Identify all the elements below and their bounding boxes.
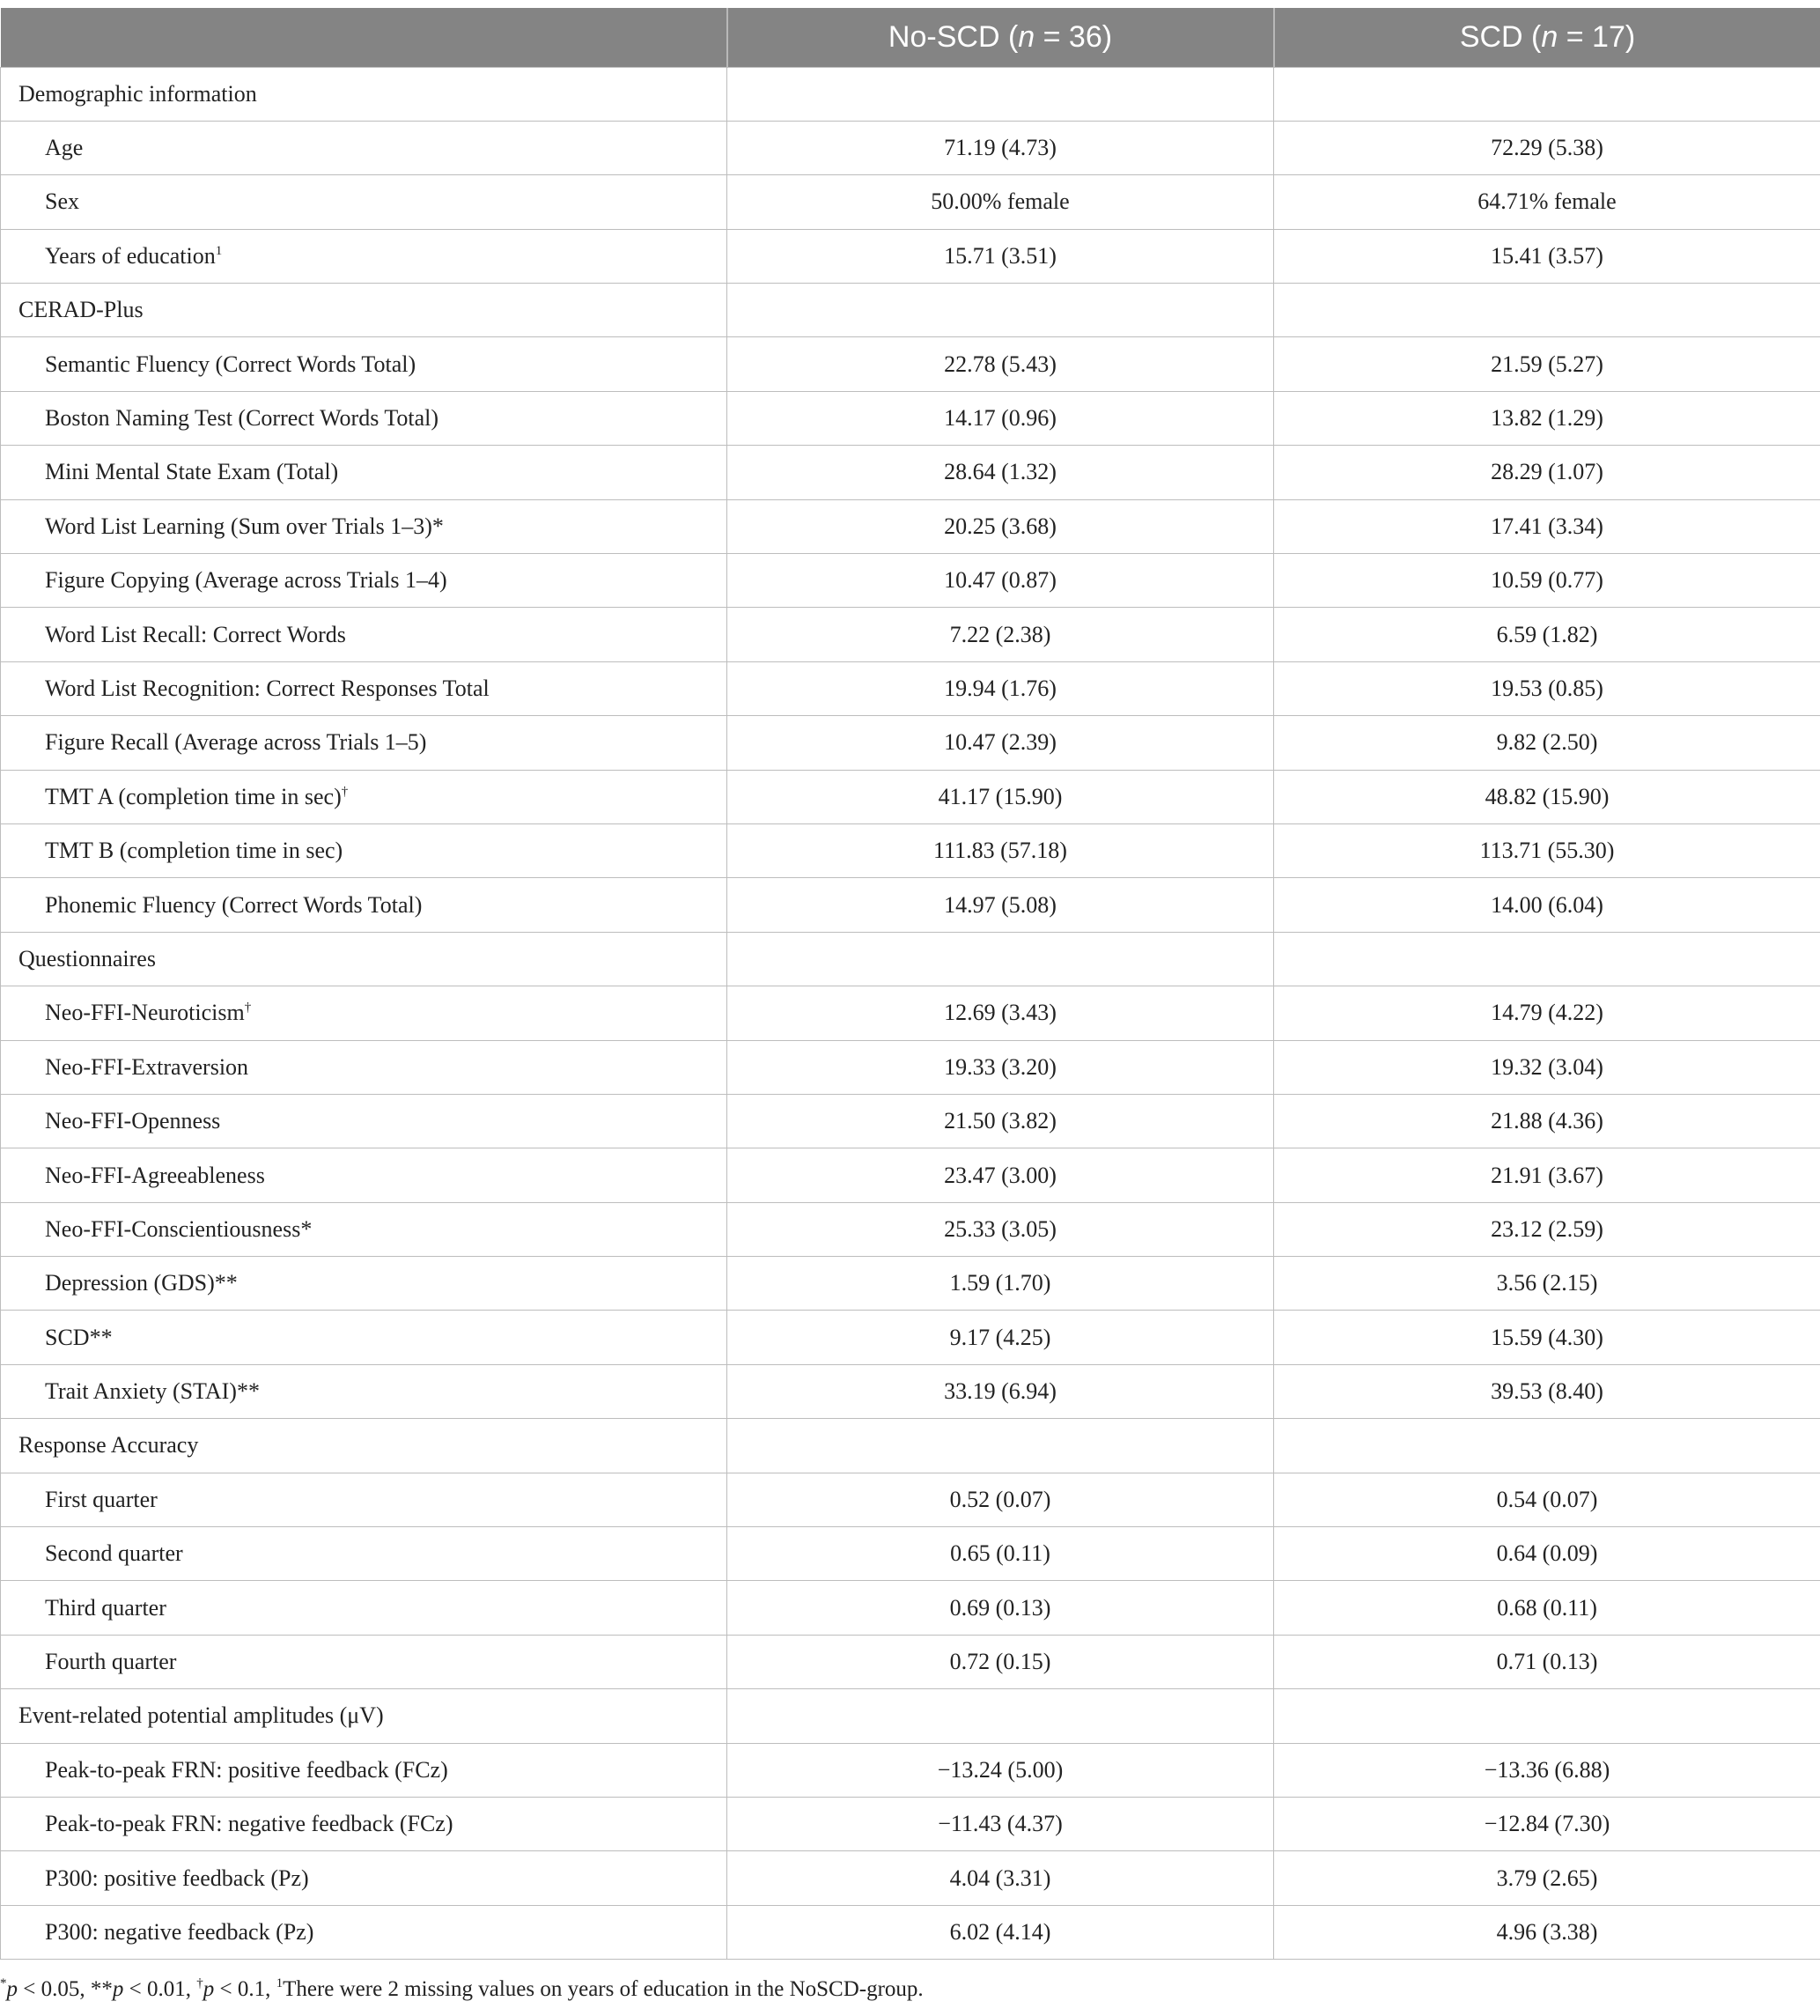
scd-value: 10.59 (0.77) [1274, 554, 1820, 608]
table-row [1, 1148, 1820, 1202]
section-label-cell [1, 284, 727, 337]
footnote-text: < 0.01, [123, 1977, 197, 2001]
footnote-p: p [112, 1977, 124, 2001]
table-row [1, 446, 1820, 499]
no-scd-value: 71.19 (4.73) [727, 121, 1274, 174]
section-label-cell [1, 1689, 727, 1743]
scd-value [1274, 284, 1820, 337]
variable-cell [1, 1040, 727, 1094]
variable-footnote-marker: † [244, 1001, 252, 1015]
no-scd-value: 6.02 (4.14) [727, 1905, 1274, 1959]
footnote-one: 1 [276, 1976, 284, 1990]
table-row [1, 1905, 1820, 1959]
variable-label: Neo-FFI-Openness [45, 1108, 221, 1134]
variable-cell [1, 1311, 727, 1364]
section-row [1, 1419, 1820, 1473]
no-scd-value [727, 1689, 1274, 1743]
scd-value: 4.96 (3.38) [1274, 1905, 1820, 1959]
footnote-p: p [203, 1977, 215, 2001]
variable-cell [1, 1257, 727, 1311]
no-scd-value: 21.50 (3.82) [727, 1094, 1274, 1148]
no-scd-value: −11.43 (4.37) [727, 1798, 1274, 1851]
header-no-scd-n: n [1018, 19, 1035, 54]
table-row [1, 608, 1820, 661]
variable-cell [1, 499, 727, 553]
variable-label: Second quarter [45, 1540, 183, 1567]
variable-cell [1, 1094, 727, 1148]
header-scd [1274, 8, 1820, 67]
variable-label: TMT A (completion time in sec) [45, 783, 342, 809]
no-scd-value [727, 67, 1274, 121]
scd-value: 28.29 (1.07) [1274, 446, 1820, 499]
variable-cell [1, 121, 727, 174]
table-row [1, 499, 1820, 553]
no-scd-value: 15.71 (3.51) [727, 229, 1274, 283]
scd-value: 0.68 (0.11) [1274, 1581, 1820, 1635]
variable-cell [1, 1364, 727, 1418]
table-row [1, 1798, 1820, 1851]
no-scd-value: 33.19 (6.94) [727, 1364, 1274, 1418]
variable-cell [1, 1743, 727, 1797]
table-row [1, 1040, 1820, 1094]
variable-cell [1, 1581, 727, 1635]
header-no-scd-pre: No-SCD ( [888, 19, 1019, 54]
scd-value: 3.79 (2.65) [1274, 1851, 1820, 1905]
table-row [1, 1364, 1820, 1418]
variable-cell [1, 1635, 727, 1688]
no-scd-value: 0.52 (0.07) [727, 1473, 1274, 1526]
variable-cell [1, 1202, 727, 1256]
variable-label: Mini Mental State Exam (Total) [45, 459, 339, 485]
scd-value: 19.53 (0.85) [1274, 661, 1820, 715]
scd-value: 13.82 (1.29) [1274, 391, 1820, 445]
table-row [1, 121, 1820, 174]
scd-value: 23.12 (2.59) [1274, 1202, 1820, 1256]
table-row [1, 391, 1820, 445]
no-scd-value: 28.64 (1.32) [727, 446, 1274, 499]
no-scd-value: 22.78 (5.43) [727, 337, 1274, 391]
variable-cell [1, 446, 727, 499]
footnote-asterisk: * [0, 1976, 7, 1990]
no-scd-value: 14.17 (0.96) [727, 391, 1274, 445]
no-scd-value [727, 932, 1274, 986]
scd-value [1274, 932, 1820, 986]
scd-value: 21.88 (4.36) [1274, 1094, 1820, 1148]
section-row [1, 1689, 1820, 1743]
scd-value: 6.59 (1.82) [1274, 608, 1820, 661]
variable-cell [1, 1905, 727, 1959]
table-row [1, 716, 1820, 770]
table-row [1, 1635, 1820, 1688]
variable-label: Figure Recall (Average across Trials 1–5) [45, 729, 427, 756]
variable-cell [1, 1798, 727, 1851]
table-row [1, 661, 1820, 715]
no-scd-value: 0.69 (0.13) [727, 1581, 1274, 1635]
table-row [1, 175, 1820, 229]
section-label: Demographic information [18, 80, 257, 107]
scd-value: 0.64 (0.09) [1274, 1527, 1820, 1581]
section-row [1, 284, 1820, 337]
no-scd-value: 14.97 (5.08) [727, 878, 1274, 932]
header-scd-pre: SCD ( [1459, 19, 1542, 54]
table-row [1, 986, 1820, 1040]
section-label: Event-related potential amplitudes (μV) [18, 1702, 384, 1729]
variable-label: Trait Anxiety (STAI)** [45, 1378, 260, 1405]
scd-value: 48.82 (15.90) [1274, 770, 1820, 823]
variable-label: Fourth quarter [45, 1649, 177, 1675]
variable-label: Sex [45, 188, 79, 215]
scd-value: 72.29 (5.38) [1274, 121, 1820, 174]
variable-label: P300: positive feedback (Pz) [45, 1865, 309, 1891]
header-no-scd [727, 8, 1274, 67]
no-scd-value: 0.65 (0.11) [727, 1527, 1274, 1581]
variable-label: Neo-FFI-Extraversion [45, 1053, 249, 1080]
variable-cell [1, 391, 727, 445]
no-scd-value: 1.59 (1.70) [727, 1257, 1274, 1311]
table-row [1, 1311, 1820, 1364]
scd-value [1274, 67, 1820, 121]
variable-label: Third quarter [45, 1594, 166, 1621]
header-scd-post: = 17) [1558, 19, 1636, 54]
scd-value [1274, 1419, 1820, 1473]
scd-value: 21.91 (3.67) [1274, 1148, 1820, 1202]
no-scd-value: 7.22 (2.38) [727, 608, 1274, 661]
variable-label: Age [45, 135, 84, 161]
no-scd-value [727, 1419, 1274, 1473]
table-row [1, 554, 1820, 608]
variable-label: Boston Naming Test (Correct Words Total) [45, 405, 439, 432]
no-scd-value: 10.47 (0.87) [727, 554, 1274, 608]
section-label-cell [1, 1419, 727, 1473]
variable-label: Semantic Fluency (Correct Words Total) [45, 351, 416, 377]
variable-cell [1, 716, 727, 770]
variable-cell [1, 1527, 727, 1581]
scd-value: 64.71% female [1274, 175, 1820, 229]
variable-label: Peak-to-peak FRN: positive feedback (FCz) [45, 1756, 448, 1783]
table-row [1, 1527, 1820, 1581]
section-label: CERAD-Plus [18, 297, 144, 323]
no-scd-value: 111.83 (57.18) [727, 823, 1274, 877]
table-row [1, 823, 1820, 877]
table-body [1, 67, 1820, 1960]
variable-cell [1, 878, 727, 932]
table-row [1, 337, 1820, 391]
variable-cell [1, 661, 727, 715]
table-header [1, 8, 1820, 67]
variable-cell [1, 175, 727, 229]
table-row [1, 1257, 1820, 1311]
no-scd-value: 50.00% female [727, 175, 1274, 229]
scd-value: 0.71 (0.13) [1274, 1635, 1820, 1688]
variable-label: Depression (GDS)** [45, 1270, 238, 1296]
scd-value: 15.59 (4.30) [1274, 1311, 1820, 1364]
scd-value: −12.84 (7.30) [1274, 1798, 1820, 1851]
no-scd-value: 23.47 (3.00) [727, 1148, 1274, 1202]
footnote-dagger: † [196, 1976, 203, 1990]
scd-value: −13.36 (6.88) [1274, 1743, 1820, 1797]
variable-label: Figure Copying (Average across Trials 1–4) [45, 567, 447, 594]
no-scd-value: 12.69 (3.43) [727, 986, 1274, 1040]
no-scd-value: 41.17 (15.90) [727, 770, 1274, 823]
scd-value: 21.59 (5.27) [1274, 337, 1820, 391]
no-scd-value: 4.04 (3.31) [727, 1851, 1274, 1905]
variable-label: SCD** [45, 1324, 113, 1350]
variable-label: Phonemic Fluency (Correct Words Total) [45, 891, 423, 918]
no-scd-value: −13.24 (5.00) [727, 1743, 1274, 1797]
variable-footnote-marker: † [341, 784, 349, 799]
section-label: Questionnaires [18, 945, 156, 971]
scd-value: 14.00 (6.04) [1274, 878, 1820, 932]
descriptive-statistics-table [0, 8, 1820, 1960]
variable-footnote-marker: 1 [215, 243, 223, 258]
scd-value: 14.79 (4.22) [1274, 986, 1820, 1040]
no-scd-value: 19.94 (1.76) [727, 661, 1274, 715]
footnote-p: p [6, 1977, 18, 2001]
data-table-container [0, 8, 1820, 1960]
variable-cell [1, 986, 727, 1040]
variable-label: Word List Recall: Correct Words [45, 621, 346, 647]
table-row [1, 878, 1820, 932]
variable-cell [1, 608, 727, 661]
table-row [1, 1581, 1820, 1635]
variable-label: Word List Learning (Sum over Trials 1–3)* [45, 513, 444, 539]
variable-label: P300: negative feedback (Pz) [45, 1918, 314, 1945]
no-scd-value: 10.47 (2.39) [727, 716, 1274, 770]
variable-label: Neo-FFI-Agreeableness [45, 1162, 265, 1188]
scd-value [1274, 1689, 1820, 1743]
table-row [1, 229, 1820, 283]
variable-label: TMT B (completion time in sec) [45, 838, 343, 864]
variable-cell [1, 337, 727, 391]
scd-value: 19.32 (3.04) [1274, 1040, 1820, 1094]
scd-value: 113.71 (55.30) [1274, 823, 1820, 877]
variable-cell [1, 229, 727, 283]
variable-label: Word List Recognition: Correct Responses Total [45, 675, 490, 701]
section-label-cell [1, 67, 727, 121]
variable-cell [1, 823, 727, 877]
section-label: Response Accuracy [18, 1432, 199, 1458]
no-scd-value: 25.33 (3.05) [727, 1202, 1274, 1256]
table-row [1, 1851, 1820, 1905]
scd-value: 15.41 (3.57) [1274, 229, 1820, 283]
no-scd-value: 20.25 (3.68) [727, 499, 1274, 553]
table-row [1, 1743, 1820, 1797]
section-row [1, 932, 1820, 986]
no-scd-value [727, 284, 1274, 337]
no-scd-value: 9.17 (4.25) [727, 1311, 1274, 1364]
table-row [1, 1202, 1820, 1256]
header-row [1, 8, 1820, 67]
variable-label: Neo-FFI-Neuroticism [45, 1000, 245, 1026]
scd-value: 0.54 (0.07) [1274, 1473, 1820, 1526]
section-label-cell [1, 932, 727, 986]
footnote-text: < 0.1, [214, 1977, 276, 2001]
table-footnote [0, 1977, 924, 2002]
scd-value: 39.53 (8.40) [1274, 1364, 1820, 1418]
header-scd-n: n [1541, 19, 1558, 54]
table-row [1, 1094, 1820, 1148]
variable-cell [1, 770, 727, 823]
variable-label: Neo-FFI-Conscientiousness* [45, 1215, 313, 1242]
variable-cell [1, 1851, 727, 1905]
variable-cell [1, 1148, 727, 1202]
footnote-text: There were 2 missing values on years of education in the NoSCD-group. [283, 1977, 924, 2001]
table-row [1, 1473, 1820, 1526]
variable-label: Years of education [45, 242, 216, 269]
header-no-scd-post: = 36) [1035, 19, 1113, 54]
footnote-text: < 0.05, ** [18, 1977, 113, 2001]
header-variable [1, 8, 727, 67]
scd-value: 9.82 (2.50) [1274, 716, 1820, 770]
section-row [1, 67, 1820, 121]
no-scd-value: 0.72 (0.15) [727, 1635, 1274, 1688]
variable-cell [1, 1473, 727, 1526]
variable-cell [1, 554, 727, 608]
table-row [1, 770, 1820, 823]
variable-label: First quarter [45, 1486, 158, 1512]
variable-label: Peak-to-peak FRN: negative feedback (FCz) [45, 1811, 453, 1837]
scd-value: 17.41 (3.34) [1274, 499, 1820, 553]
no-scd-value: 19.33 (3.20) [727, 1040, 1274, 1094]
scd-value: 3.56 (2.15) [1274, 1257, 1820, 1311]
